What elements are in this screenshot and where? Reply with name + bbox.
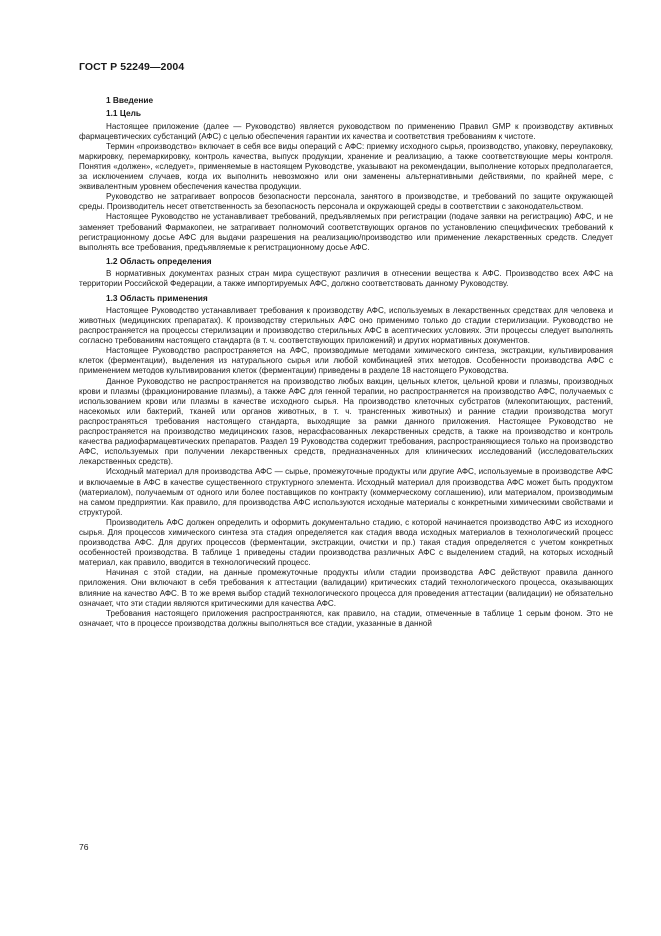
document-header: ГОСТ Р 52249—2004 — [79, 61, 185, 73]
paragraph: Начиная с этой стадии, на данные промежуточные продукты и/или стадии производства АФС действуют правила данного приложения. Они включают в себя требования к аттестации (валидации) критических стадий технологического процесса, оказывающих влияние на качество АФС. В то же время выбор стадий технологического процесса для проведения аттестации (валидации) не обязательно означает, что эти стадии являются критическими для качества АФС. — [79, 568, 613, 608]
page-number: 76 — [79, 842, 89, 852]
paragraph: Руководство не затрагивает вопросов безопасности персонала, занятого в производстве, и требований по защите окружающей среды. Производитель несет ответственность за безопасность персонала и окружающей среды в соответствии с законодательством. — [79, 192, 613, 212]
paragraph: В нормативных документах разных стран мира существуют различия в отнесении вещества к АФС. Производство всех АФС на территории Российской Федерации, а также импортируемых АФС, должно соответствовать данному Руководству. — [79, 269, 613, 289]
section-heading-purpose: 1.1 Цель — [106, 108, 141, 119]
paragraph: Производитель АФС должен определить и оформить документально стадию, с которой начинается производство АФС из исходного сырья. Для процессов химического синтеза эта стадия определяется как стадия ввода исходных материалов в технологический процесс производства АФС. Для других процессов (ферментации, экстракции, очистки и пр.) такая стадия определяется с учетом конкретных особенностей производства. В таблице 1 приведены стадии производства различных АФС с выделением стадий, на которых исходный материал, как правило, вводится в технологический процесс. — [79, 517, 613, 568]
paragraph: Настоящее Руководство устанавливает требования к производству АФС, используемых в лекарственных средствах для человека и животных (медицинских препаратах). К производству стерильных АФС оно применимо только до стадии стерилизации. Руководство не распространяется на процессы стерилизации и производство стерильных АФС в асептических условиях. Эти процессы следует выполнять согласно требованиям настоящего стандарта (в т. ч. соответствующих приложений) и других нормативных документов. — [79, 305, 613, 346]
paragraph: Исходный материал для производства АФС — сырье, промежуточные продукты или другие АФС, используемые в производстве АФС и включаемые в АФС в качестве существенного структурного элемента. Исходный материал для производства АФС может быть продуктом (материалом), получаемым от одного или более поставщиков по контракту (коммерческому соглашению), или материалом, производимым на самом предприятии. Как правило, для производства АФС используются исходные материалы с конкретными химическими свойствами и структурой. — [79, 467, 613, 517]
section-heading-scope-application: 1.3 Область применения — [106, 292, 208, 303]
document-body — [79, 95, 613, 629]
paragraph: Требования настоящего приложения распространяются, как правило, на стадии, отмеченные в таблице 1 серым фоном. Это не означает, что в процессе производства должны выполняться все стадии, указанные в данной — [79, 608, 613, 628]
paragraph: Термин «производство» включает в себя все виды операций с АФС: приемку исходного сырья, производство, упаковку, переупаковку, маркировку, перемаркировку, контроль качества, выпуск продукции, хранение и реализацию, а также соответствующие меры контроля. Понятия «должен», «следует», применяемые в настоящем Руководстве, указывают на рекомендации, выполнение которых предполагается, за исключением случаев, когда их выполнить невозможно или они заменены альтернативными действиями, по крайней мере, с эквивалентным уровнем обеспечения качества продукции. — [79, 141, 613, 192]
paragraph: Данное Руководство не распространяется на производство любых вакцин, цельных клеток, цельной крови и плазмы, производных крови и плазмы (фракционирование плазмы), а также АФС для генной терапии, но распространяется на производство АФС, получаемых с использованием крови или плазмы в качестве исходного сырья. На производство клеточных субстратов (млекопитающих, растений, насекомых или бактерий, тканей или органов животных, в т. ч. трансгенных животных) и ранние стадии производства могут распространяться требования настоящего стандарта, выходящие за рамки данного приложения. Настоящее Руководство не распространяется на производство медицинских газов, нерасфасованных лекарственных средств, а также на производство и контроль качества радиофармацевтических препаратов. Раздел 19 Руководства содержит требования, распространяющиеся только на производство АФС, используемых при получении лекарственных средств, предназначенных для клинических исследований (исследовательских лекарственных средств). — [79, 376, 613, 467]
section-heading-scope-definition: 1.2 Область определения — [106, 255, 212, 266]
paragraph: Настоящее Руководство не устанавливает требований, предъявляемых при регистрации (подаче заявки на регистрацию) АФС, и не заменяет требований Фармакопеи, не затрагивает полномочий соответствующих органов по установлению специфических требований к регистрационному досье АФС для выдачи разрешения на реализацию/производство или применение лекарственных средств. Следует выполнять все требования, предъявляемые к регистрационному досье АФС. — [79, 212, 613, 252]
section-heading-introduction: 1 Введение — [106, 95, 154, 105]
paragraph: Настоящее Руководство распространяется на АФС, производимые методами химического синтеза, экстракции, культивирования клеток (ферментации), выделения из натурального сырья или любой комбинацией этих методов. Особенности производства АФС с применением методов культивирования клеток (ферментации) приведены в разделе 18 настоящего Руководства. — [79, 346, 613, 376]
paragraph: Настоящее приложение (далее — Руководство) является руководством по применению Правил GMP к производству активных фармацевтических субстанций (АФС) с целью обеспечения гарантии их качества и соответствия требованиям к чистоте. — [79, 121, 613, 141]
